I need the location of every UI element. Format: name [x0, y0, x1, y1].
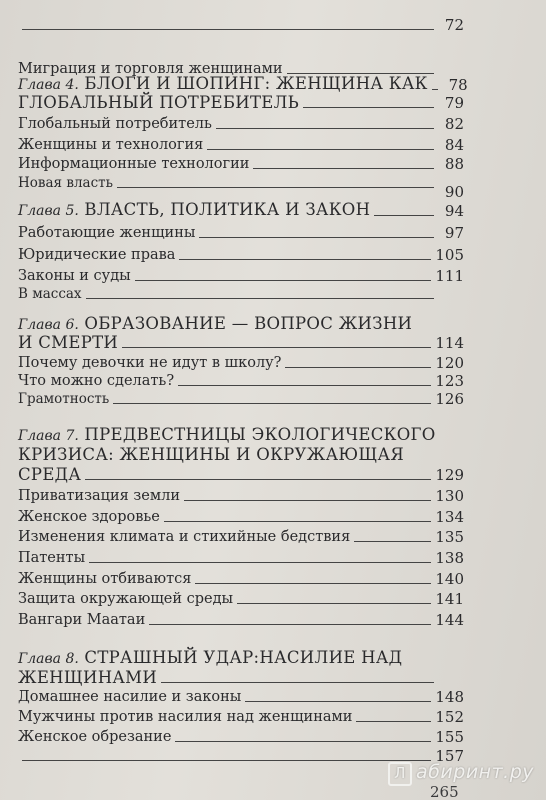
toc-page-number: 126	[435, 390, 464, 408]
toc-page-number: 138	[435, 549, 464, 567]
toc-page-number: 157	[435, 747, 464, 765]
toc-leader	[22, 760, 431, 761]
toc-leader	[354, 541, 431, 542]
chapter-title: ГЛОБАЛЬНЫЙ ПОТРЕБИТЕЛЬ	[18, 93, 300, 112]
toc-row	[18, 588, 464, 608]
toc-row	[18, 568, 464, 588]
toc-entry-title: Женское обрезание	[18, 729, 172, 745]
toc-leader	[285, 367, 431, 368]
toc-page-number: 114	[435, 334, 464, 352]
toc-entry-title: Женское здоровье	[18, 509, 160, 525]
toc-chapter-heading	[18, 74, 468, 94]
toc-leader	[85, 479, 431, 480]
toc-page-number: 94	[444, 202, 464, 220]
toc-entry-title: Миграция и торговля женщинами	[18, 61, 283, 77]
toc-entry-title: Изменения климата и стихийные бедствия	[18, 529, 351, 545]
chapter-label: Глава 6.	[18, 317, 79, 333]
toc-entry-title: Мужчины против насилия над женщинами	[18, 709, 353, 725]
toc-entry-title: Приватизация земли	[18, 488, 181, 504]
toc-row	[18, 547, 464, 567]
toc-chapter-heading	[18, 332, 464, 352]
toc-leader	[135, 280, 432, 281]
toc-leader	[161, 682, 434, 683]
toc-row	[18, 726, 464, 746]
chapter-title: ЖЕНЩИНАМИ	[18, 668, 158, 687]
toc-entry-title: Юридические права	[18, 247, 176, 263]
toc-leader	[432, 89, 438, 90]
toc-row	[18, 134, 464, 154]
toc-leader	[245, 701, 431, 702]
toc-entry-title: Почему девочки не идут в школу?	[18, 355, 282, 371]
toc-leader	[216, 128, 434, 129]
toc-leader	[178, 385, 431, 386]
toc-entry-title: Защита окружающей среды	[18, 591, 234, 607]
toc-page-number: 134	[435, 508, 464, 526]
toc-entry-title: Вангари Маатаи	[18, 612, 146, 628]
toc-page-number: 135	[435, 528, 464, 546]
toc-entry-title: Патенты	[18, 550, 86, 566]
toc-leader	[175, 741, 431, 742]
toc-leader	[207, 149, 434, 150]
toc-row	[18, 526, 464, 546]
toc-page-number: 144	[435, 611, 464, 629]
toc-leader	[356, 721, 431, 722]
toc-leader	[199, 237, 434, 238]
chapter-title: И СМЕРТИ	[18, 333, 119, 352]
toc-page-number: 111	[435, 267, 464, 285]
toc-entry-title: Женщины и технология	[18, 137, 204, 153]
chapter-title: СРЕДА	[18, 465, 82, 484]
toc-entry-title: Работающие женщины	[18, 225, 196, 241]
toc-leader	[113, 403, 431, 404]
toc-chapter-heading	[18, 200, 464, 220]
toc-chapter-heading	[18, 464, 464, 484]
toc-entry-title: Новая власть	[18, 175, 113, 191]
page-number: 265	[430, 783, 459, 800]
toc-page-number: 120	[435, 354, 464, 372]
chapter-label: Глава 8.	[18, 651, 79, 667]
toc-chapter-heading	[18, 314, 464, 334]
toc-entry-title: Женщины отбиваются	[18, 571, 192, 587]
toc-entry-title: Домашнее насилие и законы	[18, 689, 242, 705]
toc-page-number: 152	[435, 708, 464, 726]
toc-leader	[374, 215, 434, 216]
toc-row	[18, 265, 464, 285]
toc-row	[18, 485, 464, 505]
toc-page-number: 155	[435, 728, 464, 746]
toc-row	[18, 222, 464, 242]
toc-entry-title: Что можно сделать?	[18, 373, 175, 389]
chapter-title: СТРАШНЫЙ УДАР:НАСИЛИЕ НАД	[84, 648, 403, 667]
chapter-label: Глава 7.	[18, 428, 79, 444]
toc-leader	[237, 603, 431, 604]
toc-leader	[253, 168, 434, 169]
toc-leader	[184, 500, 431, 501]
toc-page-number: 123	[435, 372, 464, 390]
toc-row	[18, 609, 464, 629]
toc-entry-title: В массах	[18, 286, 82, 302]
toc-row	[18, 706, 464, 726]
toc-row	[18, 283, 464, 303]
chapter-label: Глава 4.	[18, 77, 79, 93]
toc-row	[18, 506, 464, 526]
toc-page-number: 148	[435, 688, 464, 706]
toc-page-number: 140	[435, 570, 464, 588]
toc-page-number: 105	[435, 246, 464, 264]
toc-leader	[195, 583, 431, 584]
toc-chapter-heading	[18, 648, 464, 668]
toc-entry-title: Грамотность	[18, 391, 110, 407]
toc-row	[18, 113, 464, 133]
toc-entry-title: Законы и суды	[18, 268, 131, 284]
toc-row	[18, 686, 464, 706]
toc-row	[18, 181, 464, 201]
toc-chapter-heading	[18, 444, 464, 464]
toc-row	[18, 14, 464, 34]
toc-leader	[303, 107, 434, 108]
toc-leader	[164, 521, 432, 522]
watermark-text: абиринт.ру	[416, 761, 534, 783]
toc-page-number: 72	[444, 16, 464, 34]
chapter-title: ПРЕДВЕСТНИЦЫ ЭКОЛОГИЧЕСКОГО	[84, 425, 436, 444]
toc-row	[18, 352, 464, 372]
toc-entry-title: Информационные технологии	[18, 156, 250, 172]
toc-row	[18, 244, 464, 264]
toc-page-number: 97	[444, 224, 464, 242]
toc-chapter-heading	[18, 425, 464, 445]
toc-row	[18, 370, 464, 390]
toc-page-number: 82	[444, 115, 464, 133]
toc-row	[18, 153, 464, 173]
toc-chapter-heading	[18, 92, 464, 112]
toc-page-number: 90	[444, 183, 464, 201]
toc-leader	[86, 298, 434, 299]
toc-chapter-heading	[18, 667, 464, 687]
toc-page-number: 79	[444, 94, 464, 112]
labirint-logo-icon: Л	[388, 762, 412, 786]
toc-leader	[122, 347, 431, 348]
toc-page-number: 84	[444, 136, 464, 154]
toc-page-number: 141	[435, 590, 464, 608]
chapter-title: БЛОГИ И ШОПИНГ: ЖЕНЩИНА КАК	[84, 74, 428, 93]
toc-entry-title: Глобальный потребитель	[18, 116, 212, 132]
chapter-title: КРИЗИСА: ЖЕНЩИНЫ И ОКРУЖАЮЩАЯ	[18, 445, 404, 464]
chapter-title: ВЛАСТЬ, ПОЛИТИКА И ЗАКОН	[84, 200, 371, 219]
toc-leader	[179, 259, 431, 260]
toc-leader	[89, 562, 431, 563]
chapter-title: ОБРАЗОВАНИЕ — ВОПРОС ЖИЗНИ	[84, 314, 413, 333]
chapter-label: Глава 5.	[18, 203, 79, 219]
toc-page-number: 88	[444, 155, 464, 173]
toc-page-number: 130	[435, 487, 464, 505]
toc-page-number: 129	[435, 466, 464, 484]
toc-row	[18, 388, 464, 408]
watermark	[388, 761, 534, 786]
toc-leader	[22, 29, 434, 30]
toc-leader	[149, 624, 431, 625]
toc-page-number: 78	[448, 76, 468, 94]
